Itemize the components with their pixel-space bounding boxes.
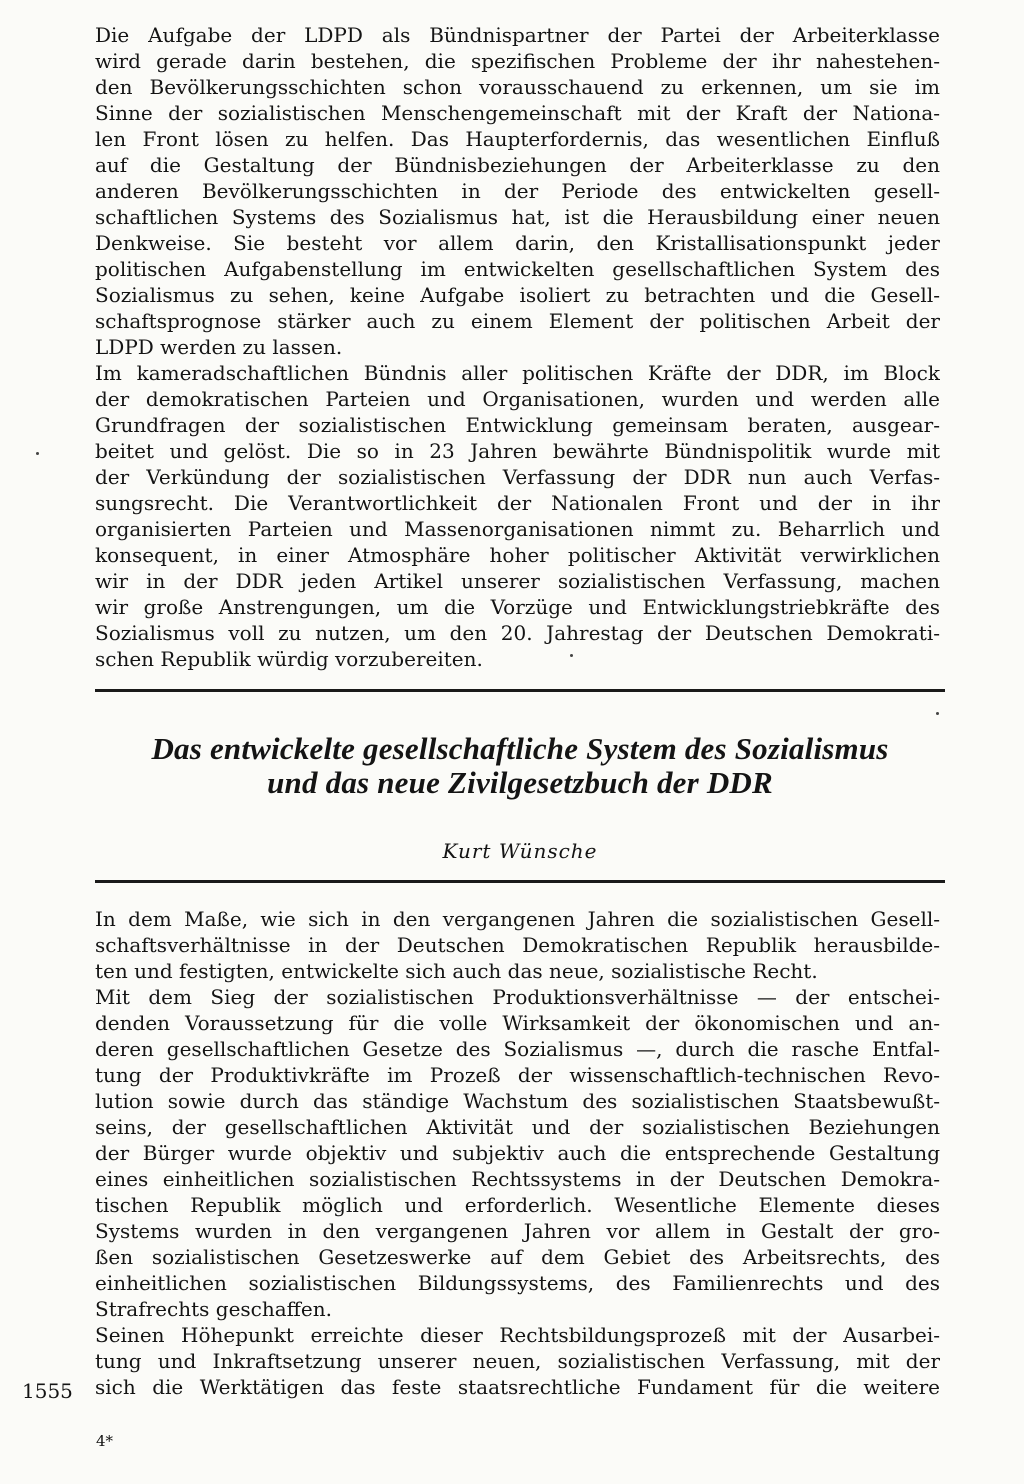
text-line: lution sowie durch das ständige Wachstum des sozialistischen Staatsbewußt-: [95, 1089, 940, 1113]
text-line: Sozialismus zu sehen, keine Aufgabe isoliert zu betrachten und die Gesell-: [95, 283, 940, 307]
text-line: schaftsverhältnisse in der Deutschen Demokratischen Republik herausbilde-: [95, 933, 940, 957]
text-line: ten und festigten, entwickelte sich auch das neue, sozialistische Recht.: [95, 959, 818, 983]
text-line: einheitlichen sozialistischen Bildungssystems, des Familienrechts und des: [95, 1271, 940, 1295]
text-line: Die Aufgabe der LDPD als Bündnispartner der Partei der Arbeiterklasse: [95, 23, 940, 47]
text-line: Grundfragen der sozialistischen Entwicklung gemeinsam beraten, ausgear-: [95, 413, 940, 437]
text-line: Sozialismus voll zu nutzen, um den 20. Jahrestag der Deutschen Demokrati-: [95, 621, 940, 645]
text-line: organisierten Parteien und Massenorganisationen nimmt zu. Beharrlich und: [95, 517, 940, 541]
text-line: der Bürger wurde objektiv und subjektiv auch die entsprechende Gestaltung: [95, 1141, 940, 1165]
article-title-line-1: Das entwickelte gesellschaftliche System des Sozialismus: [151, 731, 889, 766]
text-line: In dem Maße, wie sich in den vergangenen Jahren die sozialistischen Gesell-: [95, 907, 940, 931]
article-title-line-2: und das neue Zivilgesetzbuch der DDR: [267, 765, 773, 800]
text-line: sungsrecht. Die Verantwortlichkeit der Nationalen Front und der in ihr: [95, 491, 940, 515]
text-line: wir in der DDR jeden Artikel unserer sozialistischen Verfassung, machen: [95, 569, 940, 593]
text-line: eines einheitlichen sozialistischen Rechtssystems in der Deutschen Demokra-: [95, 1167, 940, 1191]
text-line: Sinne der sozialistischen Menschengemeinschaft mit der Kraft der Nationa-: [95, 101, 940, 125]
text-line: auf die Gestaltung der Bündnisbeziehungen der Arbeiterklasse zu den: [95, 153, 940, 177]
text-line: Seinen Höhepunkt erreichte dieser Rechtsbildungsprozeß mit der Ausarbei-: [95, 1323, 940, 1347]
scan-speck: [36, 452, 39, 455]
page-number: 1555: [22, 1379, 73, 1403]
text-line: Denkweise. Sie besteht vor allem darin, den Kristallisationspunkt jeder: [95, 231, 940, 255]
text-line: ßen sozialistischen Gesetzeswerke auf dem Gebiet des Arbeitsrechts, des: [95, 1245, 940, 1269]
text-line: konsequent, in einer Atmosphäre hoher politischer Aktivität verwirklichen: [95, 543, 940, 567]
text-line: schen Republik würdig vorzubereiten.: [95, 647, 483, 671]
text-line: wir große Anstrengungen, um die Vorzüge und Entwicklungstriebkräfte des: [95, 595, 940, 619]
text-line: Im kameradschaftlichen Bündnis aller politischen Kräfte der DDR, im Block: [95, 361, 940, 385]
text-line: wird gerade darin bestehen, die spezifischen Probleme der ihr nahestehen-: [95, 49, 940, 73]
text-line: LDPD werden zu lassen.: [95, 335, 343, 359]
signature-mark: 4*: [96, 1432, 114, 1450]
article-author: Kurt Wünsche: [442, 839, 598, 863]
text-line: beitet und gelöst. Die so in 23 Jahren bewährte Bündnispolitik wurde mit: [95, 439, 940, 463]
text-line: der Verkündung der sozialistischen Verfassung der DDR nun auch Verfas-: [95, 465, 940, 489]
text-line: politischen Aufgabenstellung im entwickelten gesellschaftlichen System des: [95, 257, 940, 281]
divider-bottom: [95, 880, 945, 883]
text-line: der demokratischen Parteien und Organisationen, wurden und werden alle: [95, 387, 940, 411]
text-line: tung und Inkraftsetzung unserer neuen, sozialistischen Verfassung, mit der: [95, 1349, 940, 1373]
text-line: anderen Bevölkerungsschichten in der Periode des entwickelten gesell-: [95, 179, 940, 203]
text-line: schaftlichen Systems des Sozialismus hat, ist die Herausbildung einer neuen: [95, 205, 940, 229]
scan-speck: [936, 712, 939, 715]
text-line: denden Voraussetzung für die volle Wirksamkeit der ökonomischen und an-: [95, 1011, 940, 1035]
text-line: Strafrechts geschaffen.: [95, 1297, 332, 1321]
text-line: schaftsprognose stärker auch zu einem Element der politischen Arbeit der: [95, 309, 940, 333]
text-line: tung der Produktivkräfte im Prozeß der wissenschaftlich-technischen Revo-: [95, 1063, 940, 1087]
text-line: Systems wurden in den vergangenen Jahren vor allem in Gestalt der gro-: [95, 1219, 940, 1243]
text-line: tischen Republik möglich und erforderlich. Wesentliche Elemente dieses: [95, 1193, 940, 1217]
scan-speck: [570, 654, 573, 657]
text-line: seins, der gesellschaftlichen Aktivität und der sozialistischen Beziehungen: [95, 1115, 940, 1139]
text-line: den Bevölkerungsschichten schon vorausschauend zu erkennen, um sie im: [95, 75, 940, 99]
text-line: sich die Werktätigen das feste staatsrechtliche Fundament für die weitere: [95, 1375, 940, 1399]
text-line: deren gesellschaftlichen Gesetze des Sozialismus —, durch die rasche Entfal-: [95, 1037, 940, 1061]
text-line: len Front lösen zu helfen. Das Haupterfordernis, das wesentlichen Einfluß: [95, 127, 940, 151]
divider-top: [95, 689, 945, 692]
text-line: Mit dem Sieg der sozialistischen Produktionsverhältnisse — der entschei-: [95, 985, 940, 1009]
